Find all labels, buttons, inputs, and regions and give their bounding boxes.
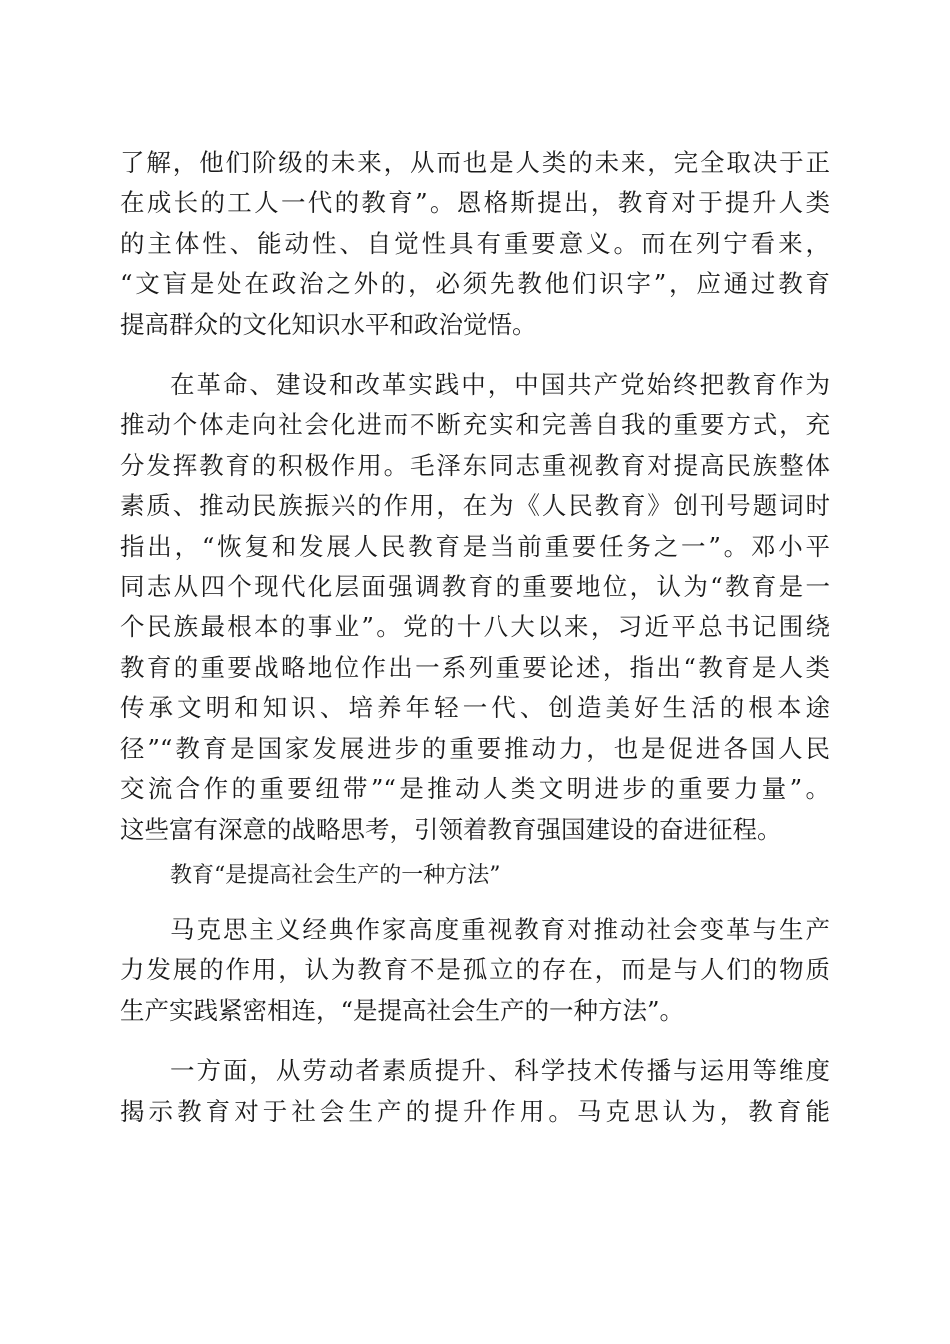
paragraph-3-line-3: 生产实践紧密相连，“是提高社会生产的一种方法”。 — [120, 996, 685, 1025]
paragraph-2-line-1: 在革命、建设和改革实践中，中国共产党始终把教育作为 — [170, 370, 830, 399]
paragraph-2-line-7: 个民族最根本的事业”。党的十八大以来，习近平总书记围绕 — [120, 612, 830, 641]
paragraph-2-line-11: 交流合作的重要纽带”“是推动人类文明进步的重要力量”。 — [120, 774, 830, 803]
paragraph-2-line-4: 素质、推动民族振兴的作用，在为《人民教育》创刊号题词时 — [120, 491, 830, 520]
section-heading: 教育“是提高社会生产的一种方法” — [170, 863, 501, 888]
paragraph-2-line-8: 教育的重要战略地位作出一系列重要论述，指出“教育是人类 — [120, 653, 830, 682]
paragraph-2-line-2: 推动个体走向社会化进而不断充实和完善自我的重要方式，充 — [120, 410, 830, 439]
paragraph-3-line-2: 力发展的作用，认为教育不是孤立的存在，而是与人们的物质 — [120, 955, 830, 984]
paragraph-2-line-9: 传承文明和知识、培养年轻一代、创造美好生活的根本途 — [120, 693, 830, 722]
paragraph-2-line-12: 这些富有深意的战略思考，引领着教育强国建设的奋进征程。 — [120, 815, 782, 844]
paragraph-2-line-3: 分发挥教育的积极作用。毛泽东同志重视教育对提高民族整体 — [120, 451, 830, 480]
paragraph-2-line-5: 指出，“恢复和发展人民教育是当前重要任务之一”。邓小平 — [120, 532, 830, 561]
paragraph-1-line-1: 了解，他们阶级的未来，从而也是人类的未来，完全取决于正 — [120, 148, 830, 177]
paragraph-1-line-2: 在成长的工人一代的教育”。恩格斯提出，教育对于提升人类 — [120, 188, 830, 217]
paragraph-4-line-1: 一方面，从劳动者素质提升、科学技术传播与运用等维度 — [170, 1056, 830, 1085]
paragraph-1-line-5: 提高群众的文化知识水平和政治觉悟。 — [120, 310, 537, 339]
paragraph-2-line-6: 同志从四个现代化层面强调教育的重要地位，认为“教育是一 — [120, 572, 830, 601]
paragraph-1-line-4: “文盲是处在政治之外的，必须先教他们识字”，应通过教育 — [120, 269, 830, 298]
paragraph-4-line-2: 揭示教育对于社会生产的提升作用。马克思认为，教育能 — [120, 1097, 830, 1126]
paragraph-2-line-10: 径”“教育是国家发展进步的重要推动力，也是促进各国人民 — [120, 734, 830, 763]
paragraph-3-line-1: 马克思主义经典作家高度重视教育对推动社会变革与生产 — [170, 915, 830, 944]
paragraph-1-line-3: 的主体性、能动性、自觉性具有重要意义。而在列宁看来， — [120, 229, 830, 258]
